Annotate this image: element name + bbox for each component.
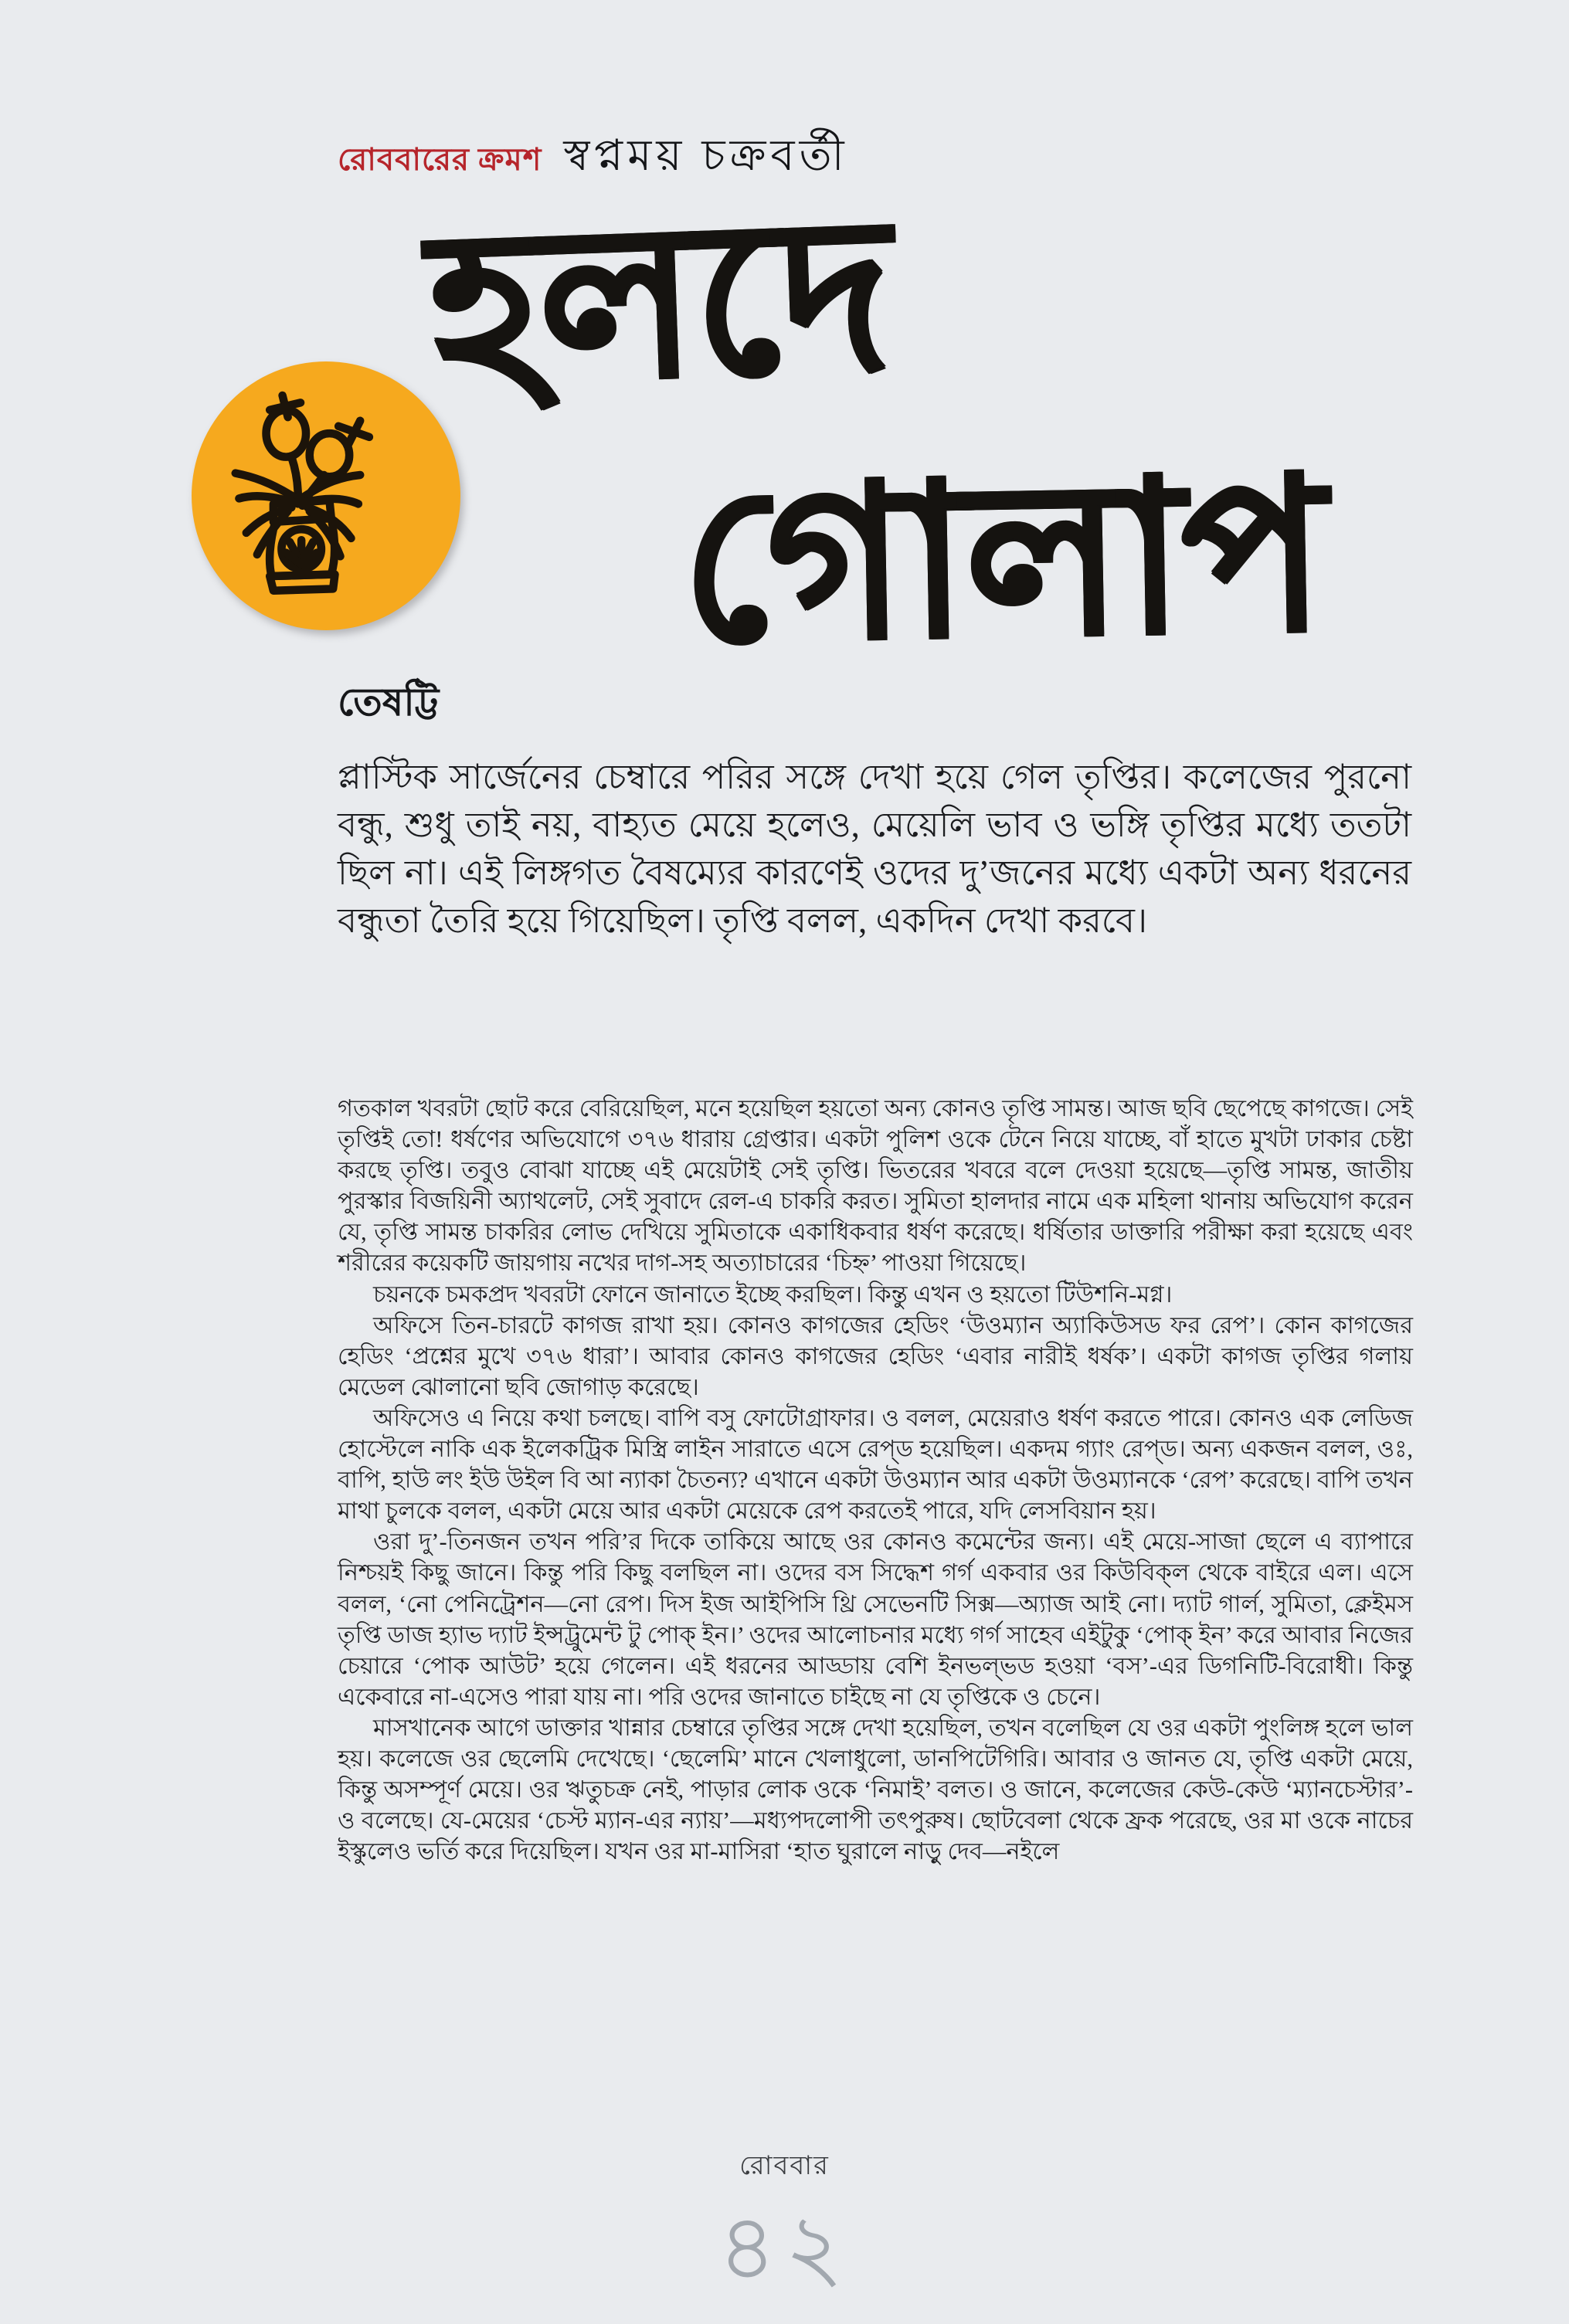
footer-magazine-name: রোববার [739,2152,830,2180]
story-illustration-circle [192,361,460,630]
flower-pot-doodle-icon [210,390,442,602]
series-note: রোববারের ক্রমশ [338,142,542,177]
story-title-line-1: হলদে [424,177,891,429]
author-name: স্বপ্নময় চক্রবর্তী [563,132,849,180]
footer-page-number: ৪২ [717,2197,852,2299]
story-body [338,1093,1413,1867]
body-paragraph: মাসখানেক আগে ডাক্তার খান্নার চেম্বারে তৃপ্তির সঙ্গে দেখা হয়েছিল, তখন বলেছিল যে ওর একটা পুংলিঙ্গ হলে ভাল হয়। কলেজে ওর ছেলেমি দেখেছে। ‘ছেলেমি’ মানে খেলাধুলো, ডানপিটেগিরি। আবার ও জানত যে, তৃপ্তি একটা মেয়ে, কিন্তু অসম্পূর্ণ মেয়ে। ওর ঋতুচক্র নেই, পাড়ার লোক ওকে ‘নিমাই’ বলত। ও জানে, কলেজের কেউ-কেউ ‘ম্যানচেস্টার’-ও বলেছে। যে-মেয়ের ‘চেস্ট ম্যান-এর ন্যায়’—মধ্যপদলোপী তৎপুরুষ। ছোটবেলা থেকে ফ্রক পরেছে, ওর মা ওকে নাচের ইস্কুলেও ভর্তি করে দিয়েছিল। যখন ওর মা-মাসিরা ‘হাত ঘুরালে নাড়ু দেব—নইলে [338,1714,1413,1865]
body-paragraph: গতকাল খবরটা ছোট করে বেরিয়েছিল, মনে হয়েছিল হয়তো অন্য কোনও তৃপ্তি সামন্ত। আজ ছবি ছেপেছে কাগজে। সেই তৃপ্তিই তো! ধর্ষণের অভিযোগে ৩৭৬ ধারায় গ্রেপ্তার। একটা পুলিশ ওকে টেনে নিয়ে যাচ্ছে, বাঁ হাতে মুখটা ঢাকার চেষ্টা করছে তৃপ্তি। তবুও বোঝা যাচ্ছে এই মেয়েটাই সেই তৃপ্তি। ভিতরের খবরে বলে দেওয়া হয়েছে—তৃপ্তি সামন্ত, জাতীয় পুরস্কার বিজয়িনী অ্যাথলেট, সেই সুবাদে রেল-এ চাকরি করত। সুমিতা হালদার নামে এক মহিলা থানায় অভিযোগ করেন যে, তৃপ্তি সামন্ত চাকরির লোভ দেখিয়ে সুমিতাকে একাধিকবার ধর্ষণ করেছে। ধর্ষিতার ডাক্তারি পরীক্ষা করা হয়েছে এবং শরীরের কয়েকটি জায়গায় নখের দাগ-সহ অত্যাচারের ‘চিহ্ন’ পাওয়া গিয়েছে। [338,1095,1413,1277]
lead-paragraph: প্লাস্টিক সার্জেনের চেম্বারে পরির সঙ্গে দেখা হয়ে গেল তৃপ্তির। কলেজের পুরনো বন্ধু, শুধু তাই নয়, বাহ্যত মেয়ে হলেও, মেয়েলি ভাব ও ভঙ্গি তৃপ্তির মধ্যে ততটা ছিল না। এই লিঙ্গগত বৈষম্যের কারণেই ওদের দু’জনের মধ্যে একটা অন্য ধরনের বন্ধুতা তৈরি হয়ে গিয়েছিল। তৃপ্তি বলল, একদিন দেখা করবে। [338,758,1411,941]
body-paragraph: অফিসেও এ নিয়ে কথা চলছে। বাপি বসু ফোটোগ্রাফার। ও বলল, মেয়েরাও ধর্ষণ করতে পারে। কোনও এক লেডিজ হোস্টেলে নাকি এক ইলেকট্রিক মিস্ত্রি লাইন সারাতে এসে রেপ্‌ড হয়েছিল। একদম গ্যাং রেপ্‌ড। অন্য একজন বলল, ওঃ, বাপি, হাউ লং ইউ উইল বি আ ন্যাকা চৈতন্য? এখানে একটা উওম্যান আর একটা উওম্যানকে ‘রেপ’ করেছে। বাপি তখন মাথা চুলকে বলল, একটা মেয়ে আর একটা মেয়েকে রেপ করতেই পারে, যদি লেসবিয়ান হয়। [338,1404,1413,1525]
body-paragraph: অফিসে তিন-চারটে কাগজ রাখা হয়। কোনও কাগজের হেডিং ‘উওম্যান অ্যাকিউসড ফর রেপ’। কোন কাগজের হেডিং ‘প্রশ্নের মুখে ৩৭৬ ধারা’। আবার কোনও কাগজের হেডিং ‘এবার নারীই ধর্ষক’। একটা কাগজ তৃপ্তির গলায় মেডেল ঝোলানো ছবি জোগাড় করেছে। [338,1311,1413,1400]
body-paragraph: চয়নকে চমকপ্রদ খবরটা ফোনে জানাতে ইচ্ছে করছিল। কিন্তু এখন ও হয়তো টিউশনি-মগ্ন। [373,1281,1173,1308]
body-paragraph: ওরা দু’-তিনজন তখন পরি’র দিকে তাকিয়ে আছে ওর কোনও কমেন্টের জন্য। এই মেয়ে-সাজা ছেলে এ ব্যাপারে নিশ্চয়ই কিছু জানে। কিন্তু পরি কিছু বলছিল না। ওদের বস সিদ্ধেশ গর্গ একবার ওর কিউবিক্‌ল থেকে বাইরে এল। এসে বলল, ‘নো পেনিট্রেশন—নো রেপ। দিস ইজ আইপিসি থ্রি সেভেনটি সিক্স—অ্যাজ আই নো। দ্যাট গার্ল, সুমিতা, ক্লেইমস তৃপ্তি ডাজ হ্যাভ দ্যাট ইন্সট্রুমেন্ট টু পোক্‌ ইন।’ ওদের আলোচনার মধ্যে গর্গ সাহেব এইটুকু ‘পোক্‌ ইন’ করে আবার নিজের চেয়ারে ‘পোক আউট’ হয়ে গেলেন। এই ধরনের আড্ডায় বেশি ইনভল্‌ভড হওয়া ‘বস’-এর ডিগনিটি-বিরোধী। কিন্তু একেবারে না-এসেও পারা যায় না। পরি ওদের জানাতে চাইছে না যে তৃপ্তিকে ও চেনে। [338,1528,1413,1710]
chapter-number: তেষট্টি [338,680,440,724]
story-title-line-2: গোলাপ [678,438,1324,685]
